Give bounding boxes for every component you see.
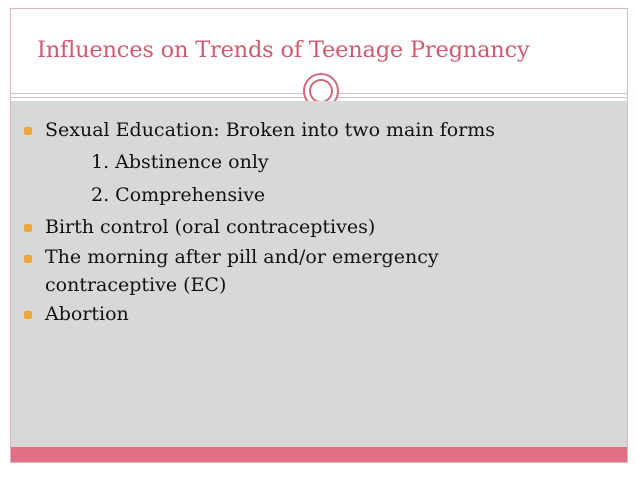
bullet-square-icon	[24, 127, 32, 135]
bullet-square-icon	[24, 311, 32, 319]
bullet-square-icon	[24, 224, 32, 232]
list-item-morning-after-pill	[21, 243, 495, 299]
bullet-square-icon	[24, 255, 32, 263]
sub-item-comprehensive	[21, 179, 495, 212]
bullet-list	[21, 115, 495, 330]
list-item-text-line2: contraceptive (EC)	[45, 274, 227, 296]
list-item-text: Birth control (oral contraceptives)	[45, 216, 376, 238]
circle-ornament-inner	[309, 79, 333, 103]
list-item-birth-control	[21, 212, 495, 243]
sub-item-text: 1. Abstinence only	[91, 151, 269, 173]
list-item-text: Abortion	[45, 303, 129, 325]
list-item-text: Sexual Education: Broken into two main forms	[45, 119, 496, 141]
sub-item-abstinence	[21, 146, 495, 179]
content-area	[11, 101, 627, 447]
sub-item-text: 2. Comprehensive	[91, 184, 266, 206]
list-item-abortion	[21, 299, 495, 330]
list-item-text-line1: The morning after pill and/or emergency	[45, 246, 439, 268]
list-item-sexual-education	[21, 115, 495, 146]
slide	[10, 8, 628, 463]
slide-title: Influences on Trends of Teenage Pregnancy	[37, 37, 530, 63]
footer-bar	[11, 447, 627, 462]
